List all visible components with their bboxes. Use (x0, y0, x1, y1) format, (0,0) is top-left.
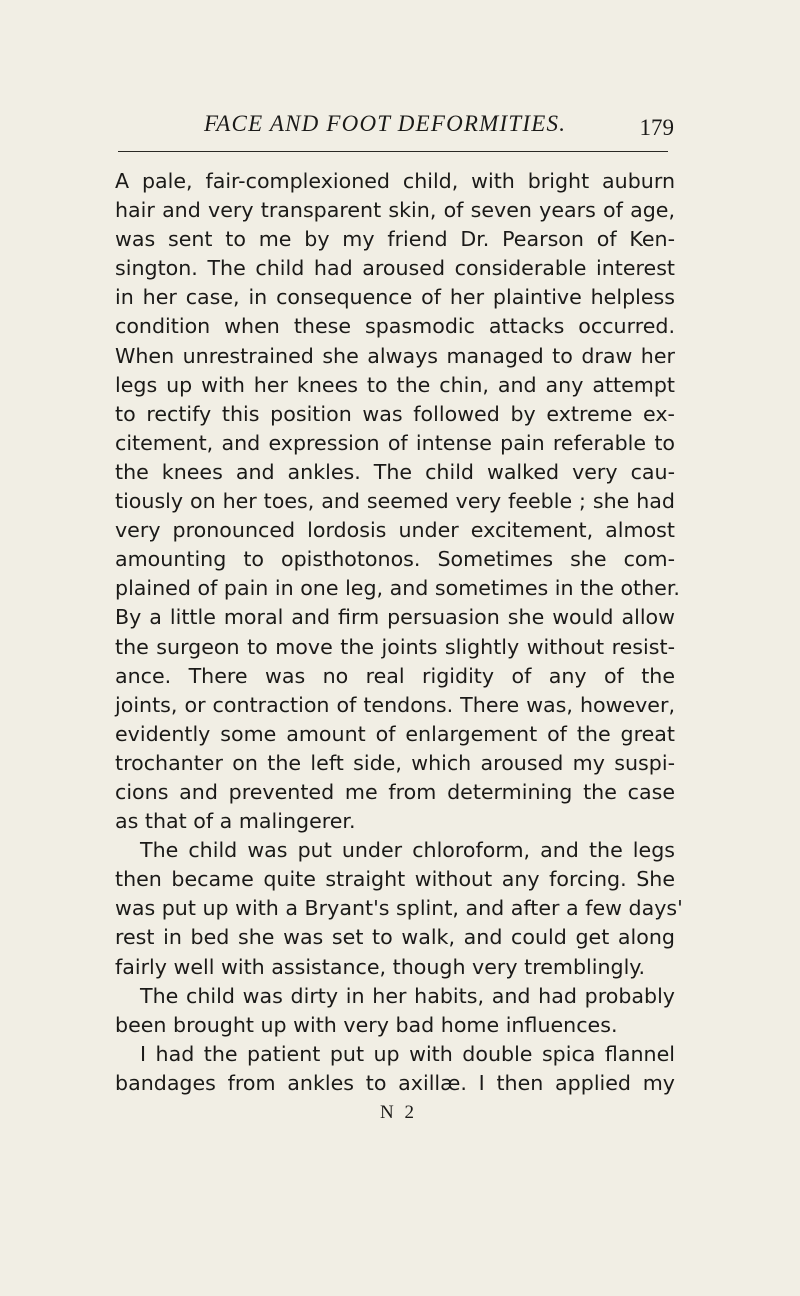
text-line: as that of a malingerer. (115, 809, 356, 834)
body-text (115, 167, 683, 1098)
text-line: was sent to me by my friend Dr. Pearson of Ken- (115, 227, 675, 252)
text-line: in her case, in consequence of her plaintive helpless (115, 285, 675, 310)
running-head (118, 111, 686, 143)
text-line: amounting to opisthotonos. Sometimes she com- (115, 547, 675, 572)
text-line: evidently some amount of enlargement of the great (115, 721, 675, 746)
text-line: I had the patient put up with double spica flannel (140, 1041, 675, 1066)
text-line: rest in bed she was set to walk, and could get along (115, 925, 675, 950)
text-line: been brought up with very bad home influences. (115, 1012, 618, 1037)
text-line: plained of pain in one leg, and sometimes in the other. (115, 576, 680, 601)
text-line: sington. The child had aroused considerable interest (115, 256, 675, 281)
text-line: fairly well with assistance, though very tremblingly. (115, 954, 646, 979)
text-line: cions and prevented me from determining the case (115, 779, 675, 804)
text-line: the surgeon to move the joints slightly without resist- (115, 634, 675, 659)
text-line: tiously on her toes, and seemed very feeble ; she had (115, 489, 675, 514)
text-line: then became quite straight without any forcing. She (115, 867, 675, 892)
text-line: bandages from ankles to axillæ. I then applied my (115, 1070, 675, 1095)
running-title: FACE AND FOOT DEFORMITIES. (204, 111, 567, 136)
text-line: to rectify this position was followed by extreme ex- (115, 401, 675, 426)
text-line: trochanter on the left side, which aroused my suspi- (115, 750, 675, 775)
text-line: The child was dirty in her habits, and had probably (140, 983, 675, 1008)
text-line: joints, or contraction of tendons. There was, however, (115, 692, 675, 717)
text-line: condition when these spasmodic attacks occurred. (115, 314, 675, 339)
text-line: the knees and ankles. The child walked very cau- (115, 459, 675, 484)
text-line: hair and very transparent skin, of seven years of age, (115, 198, 675, 223)
text-line: very pronounced lordosis under excitement, almost (115, 518, 675, 543)
text-line: When unrestrained she always managed to draw her (115, 343, 675, 368)
text-line: By a little moral and firm persuasion she would allow (115, 605, 675, 630)
text-line: The child was put under chloroform, and the legs (140, 838, 675, 863)
text-line: legs up with her knees to the chin, and any attempt (115, 372, 675, 397)
page-number: 179 (639, 115, 674, 140)
text-line: was put up with a Bryant's splint, and after a few days' (115, 896, 683, 921)
header-rule (118, 151, 668, 152)
text-line: A pale, fair-complexioned child, with bright auburn (115, 169, 675, 193)
text-line: ance. There was no real rigidity of any of the (115, 663, 675, 688)
text-line: citement, and expression of intense pain referable to (115, 430, 675, 455)
signature-mark: N 2 (380, 1102, 417, 1123)
